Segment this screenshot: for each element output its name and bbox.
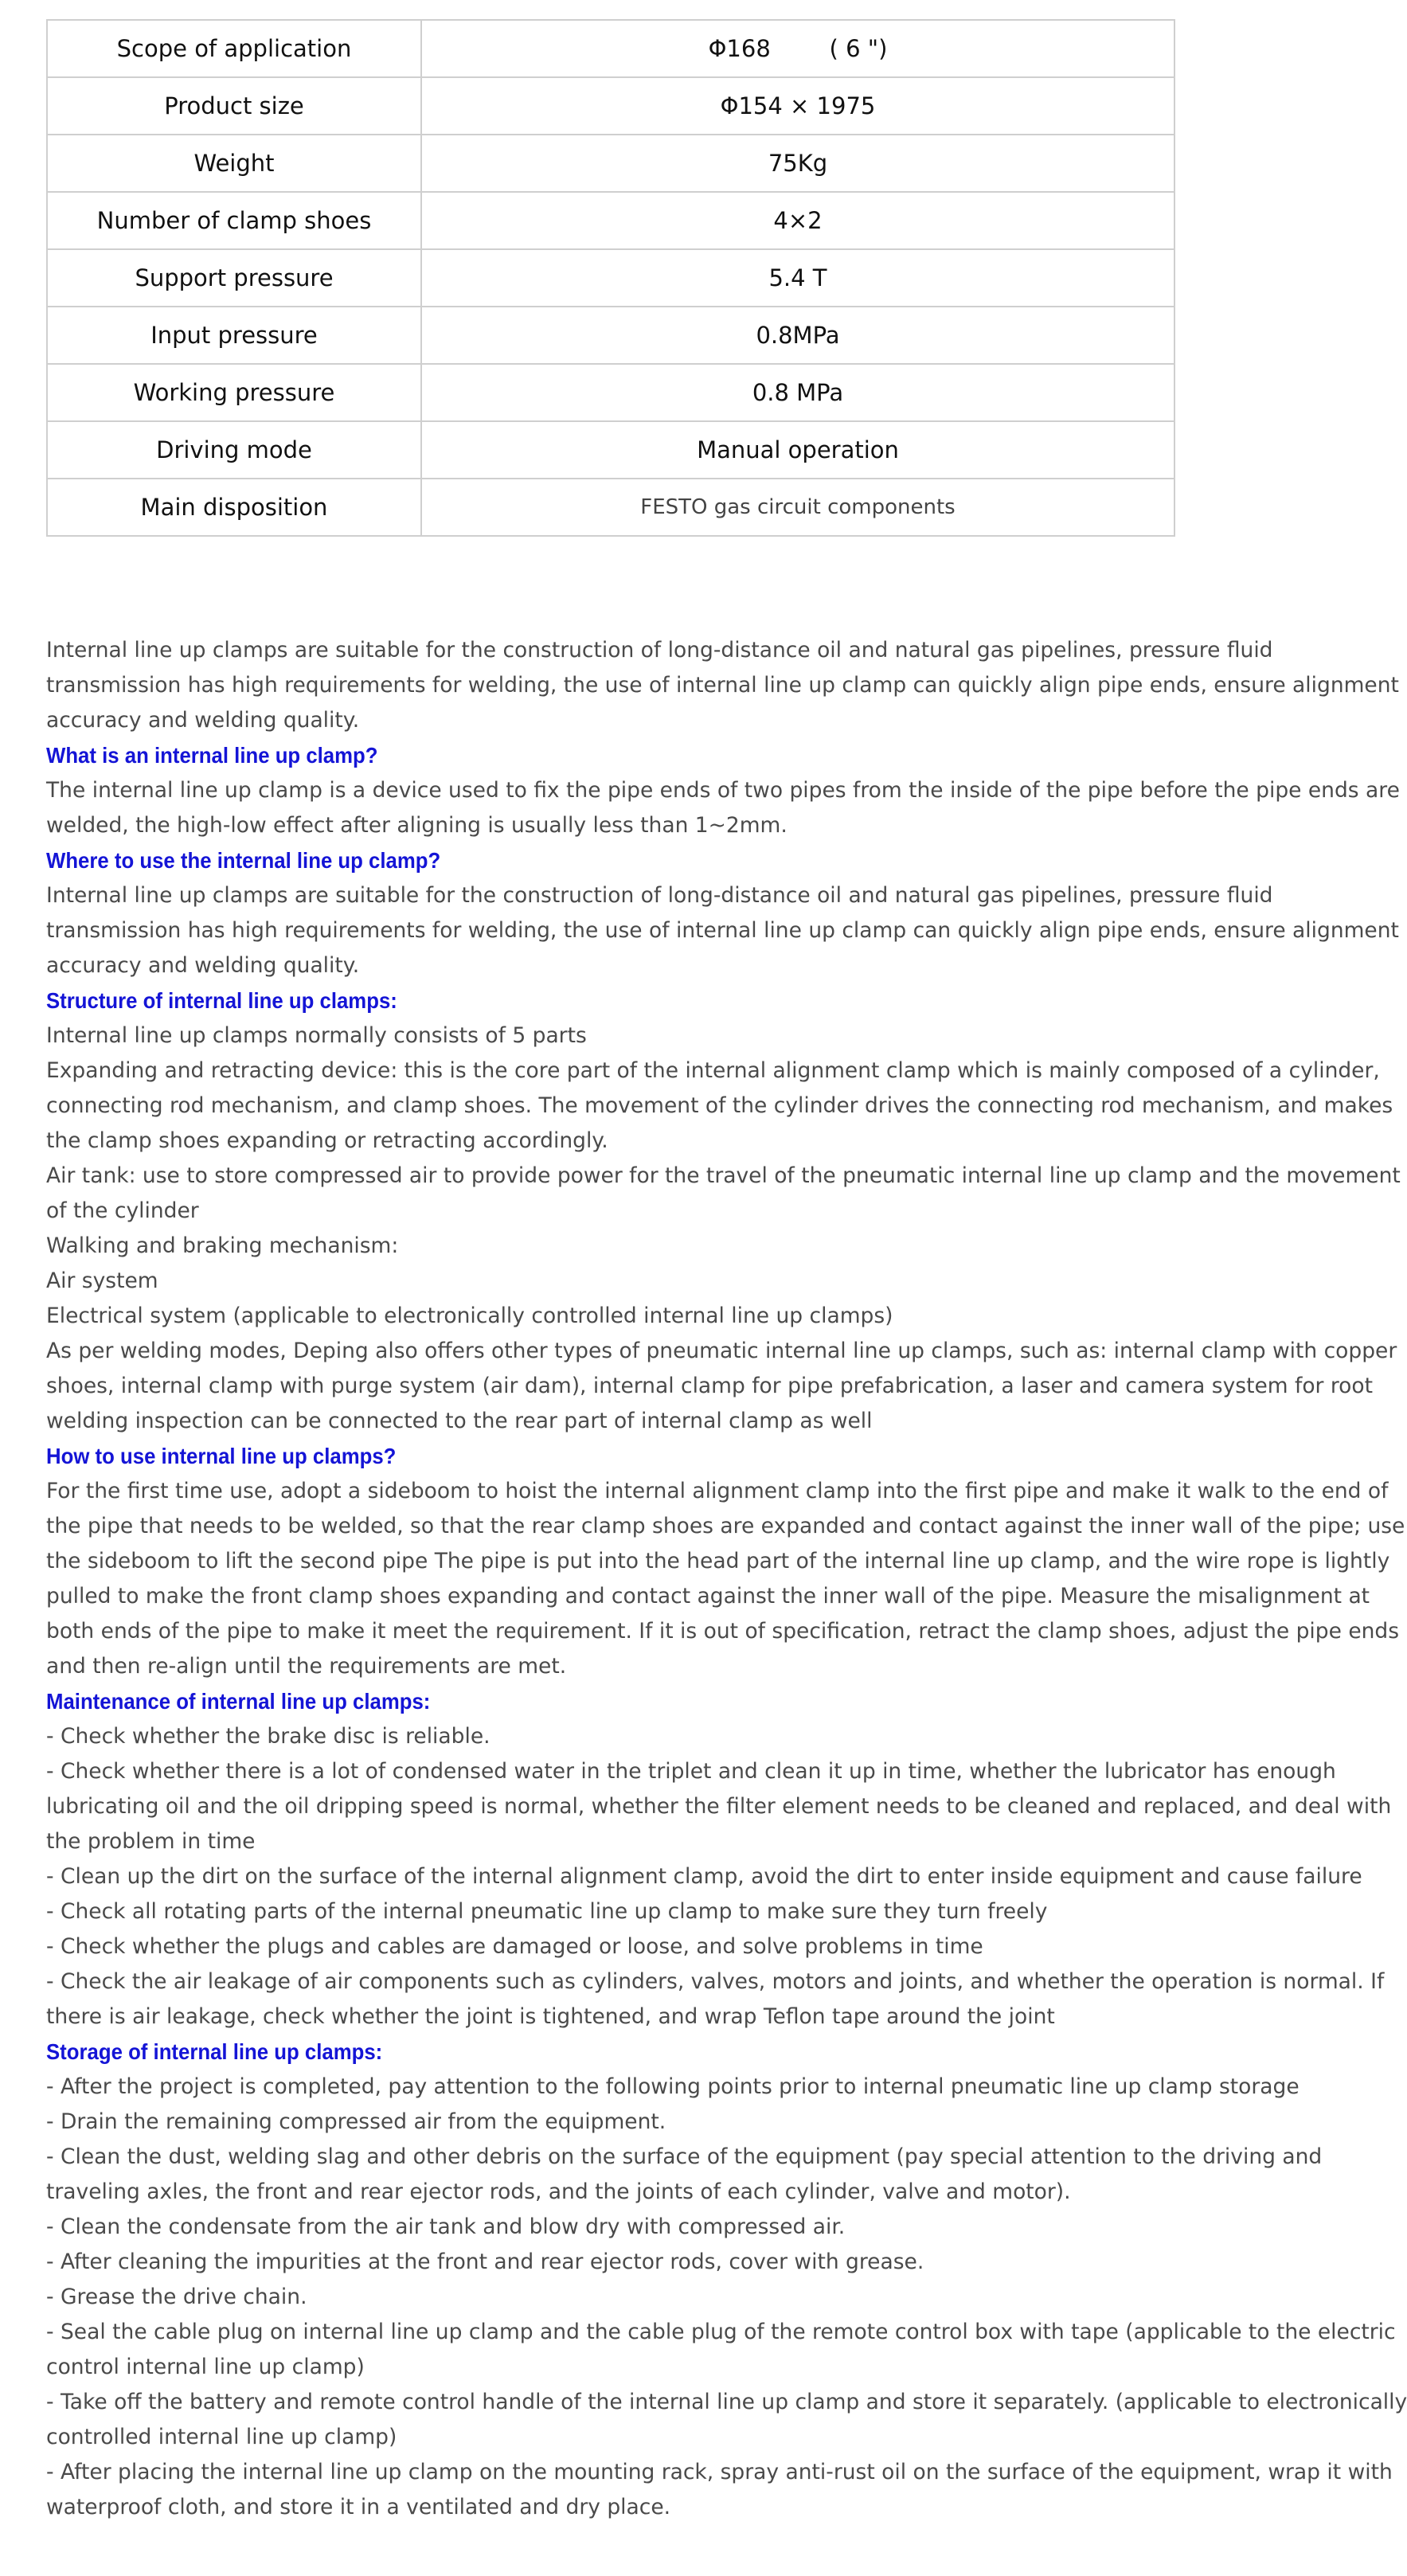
text-line: Internal line up clamps normally consists of 5 parts — [46, 1023, 587, 1048]
spec-label: Scope of application — [47, 20, 421, 77]
section-heading-structure: Structure of internal line up clamps: — [46, 988, 397, 1013]
spec-row — [47, 77, 1174, 135]
spec-value: 0.8MPa — [421, 307, 1174, 364]
spec-row — [47, 20, 1174, 77]
spec-table — [46, 19, 1175, 537]
spec-row — [47, 249, 1174, 307]
text-line: As per welding modes, Deping also offers other types of pneumatic internal line up clamps, such as: internal clamp with copper — [46, 1339, 1397, 1363]
text-line: - Drain the remaining compressed air from the equipment. — [46, 2109, 666, 2134]
text-line: - Check whether the brake disc is reliable. — [46, 1724, 490, 1749]
spec-label: Driving mode — [47, 421, 421, 479]
spec-label: Product size — [47, 77, 421, 135]
text-line: For the first time use, adopt a sideboom to hoist the internal alignment clamp into the first pipe and make it walk to the end of — [46, 1479, 1389, 1503]
text-line: the sideboom to lift the second pipe The pipe is put into the head part of the internal line up clamp, and the wire rope is lightly — [46, 1549, 1390, 1573]
spec-value: 0.8 MPa — [421, 364, 1174, 421]
text-line: - After placing the internal line up clamp on the mounting rack, spray anti-rust oil on the surface of the equipment, wrap it with — [46, 2460, 1393, 2484]
text-line: lubricating oil and the oil dripping speed is normal, whether the filter element needs to be cleaned and replaced, and deal with — [46, 1794, 1392, 1819]
text-line: - Grease the drive chain. — [46, 2285, 307, 2309]
spec-row — [47, 421, 1174, 479]
text-line: the clamp shoes expanding or retracting accordingly. — [46, 1128, 608, 1153]
text-line: - Take off the battery and remote control handle of the internal line up clamp and store it separately. (applicable to electronically — [46, 2390, 1407, 2414]
text-line: The internal line up clamp is a device used to fix the pipe ends of two pipes from the inside of the pipe before the pipe ends are — [46, 778, 1400, 803]
text-line: - Check whether the plugs and cables are damaged or loose, and solve problems in time — [46, 1934, 983, 1959]
text-line: Electrical system (applicable to electronically controlled internal line up clamps) — [46, 1304, 893, 1328]
spec-label: Weight — [47, 135, 421, 192]
spec-value: Φ154 × 1975 — [421, 77, 1174, 135]
text-line: - After the project is completed, pay attention to the following points prior to internal pneumatic line up clamp storage — [46, 2074, 1300, 2099]
text-line: Air tank: use to store compressed air to provide power for the travel of the pneumatic internal line up clamp and the movement — [46, 1163, 1401, 1188]
text-line: Air system — [46, 1268, 158, 1293]
spec-label: Support pressure — [47, 249, 421, 307]
text-line: both ends of the pipe to make it meet the requirement. If it is out of specification, retract the clamp shoes, adjust the pipe ends — [46, 1619, 1400, 1644]
text-line: - Clean the condensate from the air tank and blow dry with compressed air. — [46, 2214, 846, 2239]
text-line: welding inspection can be connected to the rear part of internal clamp as well — [46, 1409, 873, 1433]
text-line: Internal line up clamps are suitable for the construction of long-distance oil and natural gas pipelines, pressure fluid — [46, 883, 1273, 908]
spec-label: Working pressure — [47, 364, 421, 421]
text-line: Internal line up clamps are suitable for the construction of long-distance oil and natural gas pipelines, pressure fluid — [46, 638, 1273, 663]
section-heading-maintenance: Maintenance of internal line up clamps: — [46, 1689, 431, 1714]
text-line: - Seal the cable plug on internal line up clamp and the cable plug of the remote control box with tape (applicable to the electric — [46, 2320, 1396, 2344]
intro-paragraph — [46, 633, 1399, 738]
text-line: shoes, internal clamp with purge system (air dam), internal clamp for pipe prefabrication, a laser and camera system for root — [46, 1374, 1373, 1398]
spec-row — [47, 479, 1174, 536]
spec-row — [47, 135, 1174, 192]
spec-value: 4×2 — [421, 192, 1174, 249]
spec-row — [47, 192, 1174, 249]
text-line: there is air leakage, check whether the joint is tightened, and wrap Teflon tape around the joint — [46, 2004, 1055, 2029]
section-body-where — [46, 878, 1399, 983]
section-heading-storage: Storage of internal line up clamps: — [46, 2039, 383, 2064]
text-line: traveling axles, the front and rear ejector rods, and the joints of each cylinder, valve and motor). — [46, 2179, 1071, 2204]
spec-value: Φ168 ( 6 ") — [421, 20, 1174, 77]
spec-value: Manual operation — [421, 421, 1174, 479]
text-line: - After cleaning the impurities at the front and rear ejector rods, cover with grease. — [46, 2250, 924, 2274]
text-line: - Check all rotating parts of the internal pneumatic line up clamp to make sure they turn freely — [46, 1899, 1048, 1924]
section-heading-what: What is an internal line up clamp? — [46, 743, 378, 768]
section-body-structure — [46, 1018, 1401, 1439]
text-line: controlled internal line up clamp) — [46, 2425, 397, 2449]
section-heading-where: Where to use the internal line up clamp? — [46, 848, 441, 873]
section-heading-how: How to use internal line up clamps? — [46, 1444, 397, 1468]
text-line: of the cylinder — [46, 1198, 199, 1223]
spec-value: FESTO gas circuit components — [421, 479, 1174, 536]
spec-label: Main disposition — [47, 479, 421, 536]
section-body-what — [46, 773, 1400, 843]
text-line: - Check whether there is a lot of condensed water in the triplet and clean it up in time, whether the lubricator has enough — [46, 1759, 1336, 1784]
text-line: - Clean up the dirt on the surface of the internal alignment clamp, avoid the dirt to enter inside equipment and cause failure — [46, 1864, 1362, 1889]
text-line: control internal line up clamp) — [46, 2355, 365, 2379]
text-line: transmission has high requirements for welding, the use of internal line up clamp can quickly align pipe ends, ensure alignment — [46, 673, 1399, 698]
text-line: and then re-align until the requirements are met. — [46, 1654, 567, 1679]
text-line: accuracy and welding quality. — [46, 708, 360, 733]
text-line: waterproof cloth, and store it in a ventilated and dry place. — [46, 2495, 671, 2519]
spec-row — [47, 364, 1174, 421]
article-body — [46, 633, 1407, 2525]
spec-label: Input pressure — [47, 307, 421, 364]
text-line: Expanding and retracting device: this is the core part of the internal alignment clamp which is mainly composed of a cylinder, — [46, 1058, 1380, 1083]
text-line: the pipe that needs to be welded, so that the rear clamp shoes are expanded and contact against the inner wall of the pipe; use — [46, 1514, 1405, 1538]
spec-label: Number of clamp shoes — [47, 192, 421, 249]
text-line: Walking and braking mechanism: — [46, 1233, 399, 1258]
section-body-maintenance — [46, 1719, 1392, 2035]
text-line: - Clean the dust, welding slag and other debris on the surface of the equipment (pay special attention to the driving and — [46, 2144, 1323, 2169]
text-line: connecting rod mechanism, and clamp shoes. The movement of the cylinder drives the connecting rod mechanism, and makes — [46, 1093, 1393, 1118]
text-line: pulled to make the front clamp shoes expanding and contact against the inner wall of the pipe. Measure the misalignment at — [46, 1584, 1370, 1609]
spec-row — [47, 307, 1174, 364]
text-line: - Check the air leakage of air components such as cylinders, valves, motors and joints, and whether the operation is normal. If — [46, 1969, 1385, 1994]
text-line: welded, the high-low effect after aligning is usually less than 1~2mm. — [46, 813, 788, 838]
spec-value: 75Kg — [421, 135, 1174, 192]
section-body-how — [46, 1474, 1405, 1684]
text-line: transmission has high requirements for welding, the use of internal line up clamp can quickly align pipe ends, ensure alignment — [46, 918, 1399, 943]
text-line: accuracy and welding quality. — [46, 953, 360, 978]
section-body-storage — [46, 2070, 1407, 2525]
spec-value: 5.4 T — [421, 249, 1174, 307]
text-line: the problem in time — [46, 1829, 256, 1854]
